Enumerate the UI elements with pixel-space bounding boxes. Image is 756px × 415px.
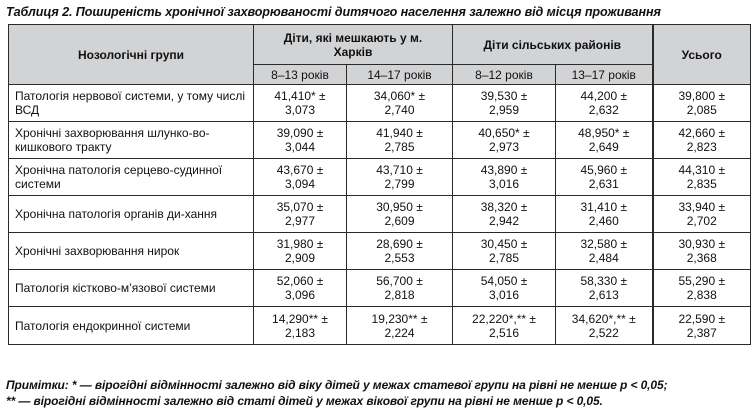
- cell-error: 3,016: [488, 288, 520, 302]
- cell-error: 2,183: [284, 325, 316, 340]
- cell-total: [653, 307, 751, 345]
- cell-error: 2,484: [588, 251, 619, 265]
- cell-value: [254, 85, 347, 122]
- cell-error: 3,094: [284, 177, 316, 191]
- cell-total: [653, 270, 751, 307]
- cell-mean: 45,960 ±: [580, 163, 628, 177]
- table-row: [9, 85, 751, 122]
- cell-mean: 34,060* ±: [373, 89, 426, 103]
- cell-error: 2,609: [384, 214, 415, 228]
- cell-value: [347, 307, 453, 345]
- cell-value: [453, 159, 556, 196]
- cell-total: [653, 233, 751, 270]
- cell-mean: 35,070 ±: [276, 200, 324, 214]
- cell-value: [254, 196, 347, 233]
- row-group-name: Хронічні захворювання шлунко-во-кишкового тракту: [9, 122, 254, 159]
- cell-error: 2,516: [488, 325, 520, 340]
- cell-mean: 30,950 ±: [376, 200, 423, 214]
- cell-error: 2,649: [588, 140, 619, 154]
- cell-value: [254, 307, 347, 345]
- cell-value: [556, 122, 653, 159]
- cell-mean: 22,590 ±: [678, 311, 726, 326]
- header-kharkiv-text: Діти, які мешкають у м. Харків: [283, 30, 423, 59]
- row-group-name: Хронічна патологія серцево-судинної системи: [9, 159, 254, 196]
- cell-error: 3,073: [284, 103, 316, 117]
- cell-mean: 39,800 ±: [678, 89, 726, 103]
- table-row: [9, 307, 751, 345]
- cell-mean: 55,290 ±: [678, 274, 726, 288]
- cell-mean: 48,950* ±: [578, 126, 630, 140]
- cell-error: 2,224: [384, 325, 415, 340]
- cell-value: [556, 307, 653, 345]
- cell-value: [453, 122, 556, 159]
- cell-mean: 54,050 ±: [480, 274, 528, 288]
- cell-mean: 44,200 ±: [580, 89, 628, 103]
- prevalence-table: [8, 24, 751, 345]
- header-kharkiv-age-2: 14–17 років: [347, 65, 453, 85]
- cell-mean: 30,450 ±: [480, 237, 528, 251]
- table-row: [9, 270, 751, 307]
- header-rural-age-1: 8–12 років: [453, 65, 556, 85]
- cell-value: [453, 85, 556, 122]
- cell-error: 2,740: [384, 103, 415, 117]
- cell-mean: 43,890 ±: [480, 163, 528, 177]
- cell-value: [556, 196, 653, 233]
- table-header: [9, 25, 751, 85]
- cell-value: [556, 270, 653, 307]
- cell-mean: 39,530 ±: [480, 89, 528, 103]
- cell-error: 2,368: [686, 251, 717, 265]
- cell-mean: 28,690 ±: [376, 237, 423, 251]
- cell-mean: 31,980 ±: [276, 237, 324, 251]
- cell-value: [347, 159, 453, 196]
- cell-error: 2,942: [488, 214, 520, 228]
- cell-value: [453, 233, 556, 270]
- cell-error: 2,959: [488, 103, 520, 117]
- header-total: Усього: [653, 25, 751, 85]
- row-group-name: Хронічна патологія органів ди-хання: [9, 196, 254, 233]
- table-notes: [6, 377, 750, 409]
- table-caption: Таблиця 2. Поширеність хронічної захворюваності дитячого населення залежно від місця проживання: [6, 5, 661, 19]
- note-line-2: ** — вірогідні відмінності залежно від статі дітей у межах вікової групи на рівні не менше p < 0,05.: [6, 394, 603, 408]
- header-rural-age-2: 13–17 років: [556, 65, 653, 85]
- cell-value: [254, 270, 347, 307]
- cell-total: [653, 85, 751, 122]
- cell-error: 3,044: [284, 140, 316, 154]
- cell-value: [556, 233, 653, 270]
- cell-error: 2,632: [588, 103, 619, 117]
- cell-error: 2,553: [384, 251, 415, 265]
- cell-value: [556, 159, 653, 196]
- cell-error: 2,973: [488, 140, 520, 154]
- cell-value: [453, 307, 556, 345]
- cell-value: [254, 122, 347, 159]
- cell-value: [347, 122, 453, 159]
- note-line-1: Примітки: * — вірогідні відмінності залежно від віку дітей у межах статевої групи на рівні не менше p < 0,05;: [6, 378, 668, 392]
- row-group-name: Патологія кістково-м’язової системи: [9, 270, 254, 307]
- cell-mean: 43,710 ±: [376, 163, 423, 177]
- cell-mean: 42,660 ±: [678, 126, 726, 140]
- cell-error: 3,016: [488, 177, 520, 191]
- cell-mean: 19,230** ±: [371, 311, 428, 326]
- cell-error: 2,085: [686, 103, 717, 117]
- cell-mean: 22,220*,** ±: [472, 311, 536, 326]
- cell-value: [556, 85, 653, 122]
- cell-error: 2,835: [686, 177, 717, 191]
- cell-mean: 58,330 ±: [580, 274, 628, 288]
- cell-value: [254, 159, 347, 196]
- cell-total: [653, 159, 751, 196]
- table-row: [9, 159, 751, 196]
- cell-mean: 34,620*,** ±: [571, 311, 636, 326]
- cell-mean: 30,930 ±: [678, 237, 726, 251]
- cell-mean: 31,410 ±: [580, 200, 628, 214]
- cell-mean: 52,060 ±: [276, 274, 324, 288]
- cell-error: 2,977: [284, 214, 316, 228]
- cell-value: [254, 233, 347, 270]
- cell-mean: 39,090 ±: [276, 126, 324, 140]
- cell-error: 2,785: [488, 251, 520, 265]
- cell-error: 2,785: [384, 140, 415, 154]
- cell-mean: 32,580 ±: [580, 237, 628, 251]
- cell-mean: 56,700 ±: [376, 274, 423, 288]
- header-rural-children: Діти сільських районів: [453, 25, 653, 65]
- cell-error: 2,522: [588, 325, 619, 340]
- cell-mean: 38,320 ±: [480, 200, 528, 214]
- cell-mean: 40,650* ±: [478, 126, 530, 140]
- cell-error: 2,387: [686, 325, 717, 340]
- cell-mean: 41,410* ±: [274, 89, 326, 103]
- cell-value: [347, 270, 453, 307]
- cell-total: [653, 196, 751, 233]
- cell-error: 3,096: [284, 288, 316, 302]
- cell-mean: 41,940 ±: [376, 126, 423, 140]
- cell-total: [653, 122, 751, 159]
- table-row: [9, 122, 751, 159]
- cell-value: [347, 233, 453, 270]
- cell-error: 2,823: [686, 140, 717, 154]
- header-kharkiv-children: [254, 25, 453, 65]
- row-group-name: Патологія ендокринної системи: [9, 307, 254, 345]
- cell-value: [453, 196, 556, 233]
- cell-error: 2,613: [588, 288, 619, 302]
- cell-value: [347, 196, 453, 233]
- cell-value: [347, 85, 453, 122]
- table-row: [9, 196, 751, 233]
- table-body: [9, 85, 751, 345]
- cell-error: 2,799: [384, 177, 415, 191]
- row-group-name: Хронічні захворювання нирок: [9, 233, 254, 270]
- cell-error: 2,702: [686, 214, 717, 228]
- cell-value: [453, 270, 556, 307]
- cell-error: 2,631: [588, 177, 619, 191]
- cell-mean: 43,670 ±: [276, 163, 324, 177]
- table-row: [9, 233, 751, 270]
- cell-error: 2,909: [284, 251, 316, 265]
- cell-mean: 14,290** ±: [272, 311, 328, 326]
- row-group-name: Патологія нервової системи, у тому числі ВСД: [9, 85, 254, 122]
- cell-error: 2,460: [588, 214, 619, 228]
- header-nosological-groups: Нозологічні групи: [9, 25, 254, 85]
- cell-error: 2,838: [686, 288, 717, 302]
- cell-error: 2,818: [384, 288, 415, 302]
- header-kharkiv-age-1: 8–13 років: [254, 65, 347, 85]
- cell-mean: 44,310 ±: [678, 163, 726, 177]
- cell-mean: 33,940 ±: [678, 200, 726, 214]
